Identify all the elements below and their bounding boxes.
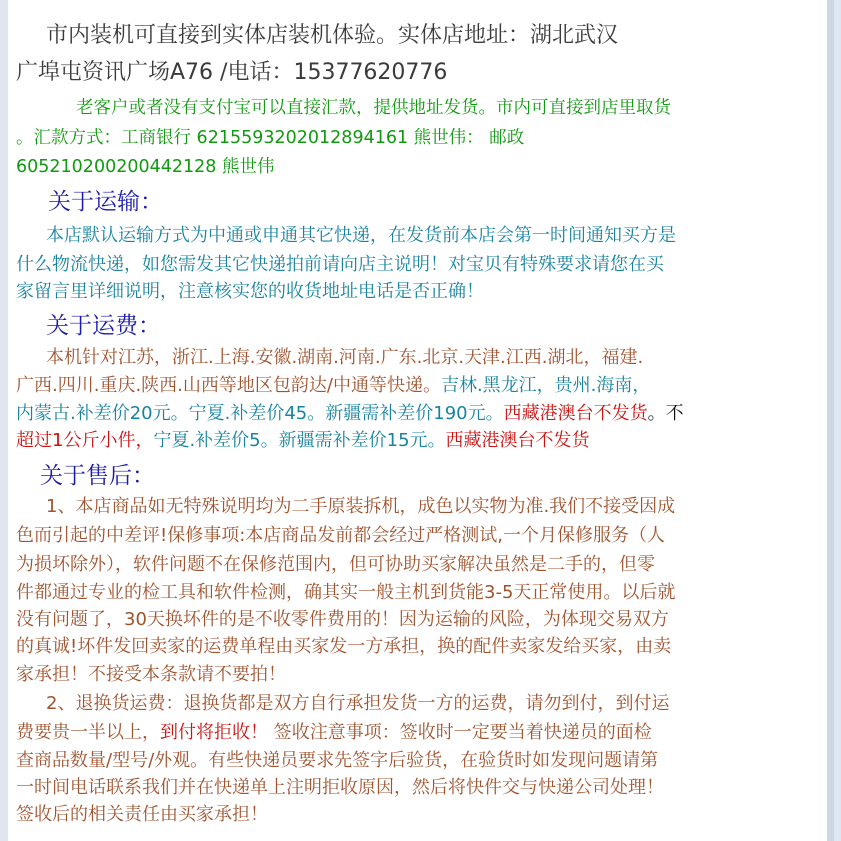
fee-line-4-no-ship-notice: 西藏港澳台不发货 — [445, 430, 590, 451]
fee-line-2 — [16, 377, 650, 395]
aftersale-p1-line: 没有问题了，30天换坏件的是不收零件费用的！因为运输的风险，为体现交易双方 — [16, 609, 669, 630]
fee-line-4 — [16, 432, 590, 450]
aftersale-p2-line: 签收后的相关责任由买家承担！ — [16, 804, 268, 825]
fee-line-2-regions: 广西.四川.重庆.陕西.山西等地区包韵达/中通等快递。 — [16, 375, 441, 396]
fee-line-1: 本机针对江苏，浙江.上海.安徽.湖南.河南.广东.北京.天津.江西.湖北，福建. — [46, 347, 644, 368]
payment-line-1: 老客户或者没有支付宝可以直接汇款，提供地址发货。市内可直接到店里取货 — [76, 98, 671, 118]
intro-line-1: 市内装机可直接到实体店装机体验。实体店地址：湖北武汉 — [46, 23, 619, 48]
aftersale-p1-line: 1、本店商品如无特殊说明均为二手原装拆机，成色以实物为准.我们不接受因成 — [46, 496, 676, 517]
aftersale-p2-line-2 — [16, 724, 652, 742]
aftersale-p2-line: 一时间电话联系我们并在快递单上注明拒收原因，然后将快件交与快递公司处理！ — [16, 777, 664, 798]
shipping-line-3: 家留言里详细说明，注意核实您的收货地址电话是否正确！ — [16, 281, 484, 302]
aftersale-p2-sign-note: 签收注意事项：签收时一定要当着快递员的面检 — [268, 722, 652, 743]
aftersale-p1-line: 为损坏除外），软件问题不在保修范围内，但可协助买家解决虽然是二手的，但零 — [16, 554, 655, 575]
aftersale-p2-cost-note: 费要贵一半以上， — [16, 722, 160, 743]
aftersale-p2-line: 查商品数量/型号/外观。有些快递员要求先签字后验货，在验货时如发现问题请第 — [16, 750, 659, 771]
page-right-edge — [827, 0, 834, 841]
fee-line-2-extra-regions: 吉林.黑龙江，贵州.海南， — [440, 375, 651, 396]
payment-line-2: 。汇款方式：工商银行 6215593202012894161 熊世伟： 邮政 — [16, 128, 525, 148]
product-description-page — [8, 0, 834, 841]
fee-line-3-surcharges: 内蒙古.补差价20元。宁夏.补差价45。新疆需补差价190元。 — [16, 403, 504, 424]
fee-heading: 关于运费： — [46, 313, 161, 339]
aftersale-p1-line: 家承担！不接受本条款请不要拍！ — [16, 664, 286, 685]
intro-line-2: 广埠屯资讯广场A76 /电话：15377620776 — [16, 60, 448, 85]
fee-line-3-tail: 。不 — [647, 403, 684, 424]
aftersale-p2-refuse-cod: 到付将拒收！ — [160, 722, 268, 743]
fee-line-3 — [16, 405, 684, 423]
fee-line-3-no-ship-notice: 西藏港澳台不发货 — [503, 403, 648, 424]
payment-line-3: 605210200200442128 熊世伟 — [16, 157, 275, 177]
shipping-line-1: 本店默认运输方式为中通或申通其它快递，在发货前本店会第一时间通知买方是 — [46, 225, 676, 246]
aftersale-p1-line: 色而引起的中差评!保修事项:本店商品发前都会经过严格测试,一个月保修服务（人 — [16, 525, 665, 546]
fee-line-4-surcharges: 宁夏.补差价5。新疆需补差价15元。 — [153, 430, 446, 451]
aftersale-p1-line: 的真诚!坏件发回卖家的运费单程由买家发一方承担，换的配件卖家发给买家，由卖 — [16, 636, 672, 657]
aftersale-heading: 关于售后： — [40, 463, 155, 489]
aftersale-p2-line-1: 2、退换货运费：退换货都是双方自行承担发货一方的运费，请勿到付，到付运 — [46, 693, 670, 714]
aftersale-p1-line: 件都通过专业的检工具和软件检测，确其实一般主机到货能3-5天正常使用。以后就 — [16, 582, 676, 603]
shipping-line-2: 什么物流快递，如您需发其它快递拍前请向店主说明！对宝贝有特殊要求请您在买 — [16, 254, 664, 275]
shipping-heading: 关于运输： — [48, 189, 163, 215]
fee-line-4-small-item: 超过1公斤小件， — [16, 430, 154, 451]
